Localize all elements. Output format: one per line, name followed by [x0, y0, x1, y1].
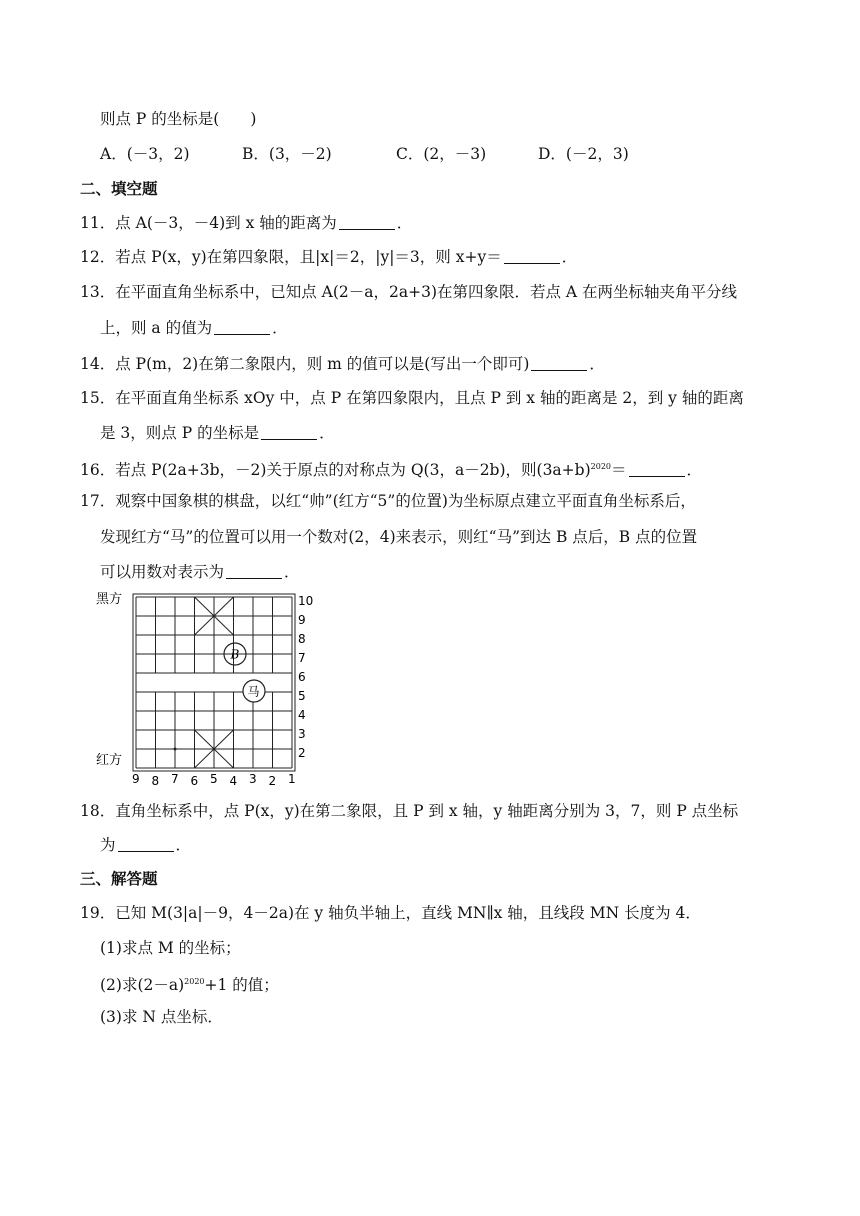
q10-tail: 则点 P 的坐标是( )	[100, 110, 257, 128]
question-19-part3: (3)求 N 点坐标．	[100, 1008, 223, 1026]
row-number: 9	[298, 613, 306, 627]
answer-blank[interactable]	[339, 213, 395, 230]
choice-c[interactable]: C．(2，－3)	[396, 145, 487, 163]
question-16: 16．若点 P(2a+3b，－2)关于原点的对称点为 Q(3，a－2b)，则$(3a+b)^{2020}=$ ．	[80, 461, 703, 480]
question-13-line2: 上，则 a 的值为 ．	[100, 319, 288, 337]
red-side-label: 红方	[96, 753, 123, 768]
answer-blank[interactable]	[226, 562, 282, 579]
question-17-line3: 可以用数对表示为 ．	[100, 563, 300, 581]
horse-piece-label: 马	[247, 684, 260, 699]
column-number: 6	[190, 774, 199, 788]
answer-blank[interactable]	[118, 835, 174, 852]
question-18-line1: 18．直角坐标系中，点 P(x，y)在第二象限，且 P 到 x 轴，y 轴距离分别为 3，7，则 P 点坐标	[80, 802, 739, 820]
row-number: 2	[298, 746, 306, 760]
board-dot	[174, 748, 177, 751]
choice-a[interactable]: A．(－3，2)	[100, 145, 190, 163]
chess-board-figure	[96, 588, 326, 788]
row-number: 10	[298, 594, 314, 608]
q10-choices	[100, 143, 629, 165]
column-number: 5	[210, 772, 218, 786]
section-heading-solutions: 三、解答题	[80, 870, 158, 888]
question-14: 14．点 P(m，2)在第二象限内，则 m 的值可以是(写出一个即可) ．	[80, 355, 605, 373]
question-15-line1: 15．在平面直角坐标系 xOy 中，点 P 在第四象限内，且点 P 到 x 轴的距离是 2，到 y 轴的距离	[80, 389, 744, 407]
question-19-part1: (1)求点 M 的坐标；	[100, 939, 241, 957]
column-number: 3	[249, 772, 257, 786]
answer-blank[interactable]	[629, 460, 685, 477]
question-17-line2: 发现红方“马”的位置可以用一个数对(2，4)来表示，则红“马”到达 B 点后，B 点的位置	[100, 528, 698, 546]
answer-blank[interactable]	[504, 247, 560, 264]
row-number: 3	[298, 727, 306, 741]
section-heading-fill-in: 二、填空题	[80, 180, 158, 198]
column-number: 9	[132, 772, 140, 786]
row-number: 6	[298, 670, 306, 684]
point-b-label: B	[230, 647, 240, 662]
chess-board-grid	[133, 594, 295, 771]
choice-b[interactable]: B．(3，－2)	[242, 145, 332, 163]
answer-blank[interactable]	[214, 318, 270, 335]
question-17-line1: 17．观察中国象棋的棋盘，以红“帅”(红方“5”的位置)为坐标原点建立平面直角坐标系后，	[80, 492, 696, 510]
black-side-label: 黑方	[96, 592, 123, 607]
choice-d[interactable]: D．(－2，3)	[538, 145, 629, 163]
row-number: 4	[298, 708, 306, 722]
question-19-part2: (2)求$(2-a)^{2020}+1$ 的值；	[100, 976, 279, 995]
column-number: 2	[268, 774, 277, 788]
question-19: 19．已知 M(3|a|－9，4－2a)在 y 轴负半轴上，直线 MN∥x 轴，且线段 MN 长度为 4．	[80, 904, 701, 922]
column-number: 8	[151, 774, 160, 788]
row-number: 7	[298, 651, 306, 665]
row-number: 5	[298, 689, 306, 703]
answer-blank[interactable]	[261, 423, 317, 440]
column-number: 1	[288, 772, 296, 786]
column-number: 4	[229, 774, 238, 788]
question-13-line1: 13．在平面直角坐标系中，已知点 A(2－a，2a+3)在第四象限．若点 A 在两坐标轴夹角平分线	[80, 283, 738, 301]
row-number: 8	[298, 632, 306, 646]
question-15-line2: 是 3，则点 P 的坐标是 ．	[100, 424, 335, 442]
question-11: 11．点 A(－3，－4)到 x 轴的距离为 ．	[80, 214, 413, 232]
question-18-line2: 为 ．	[100, 836, 192, 854]
column-number: 7	[171, 772, 179, 786]
answer-blank[interactable]	[531, 354, 587, 371]
question-12: 12．若点 P(x，y)在第四象限，且|x|＝2，|y|＝3，则 x+y＝ ．	[80, 248, 578, 266]
